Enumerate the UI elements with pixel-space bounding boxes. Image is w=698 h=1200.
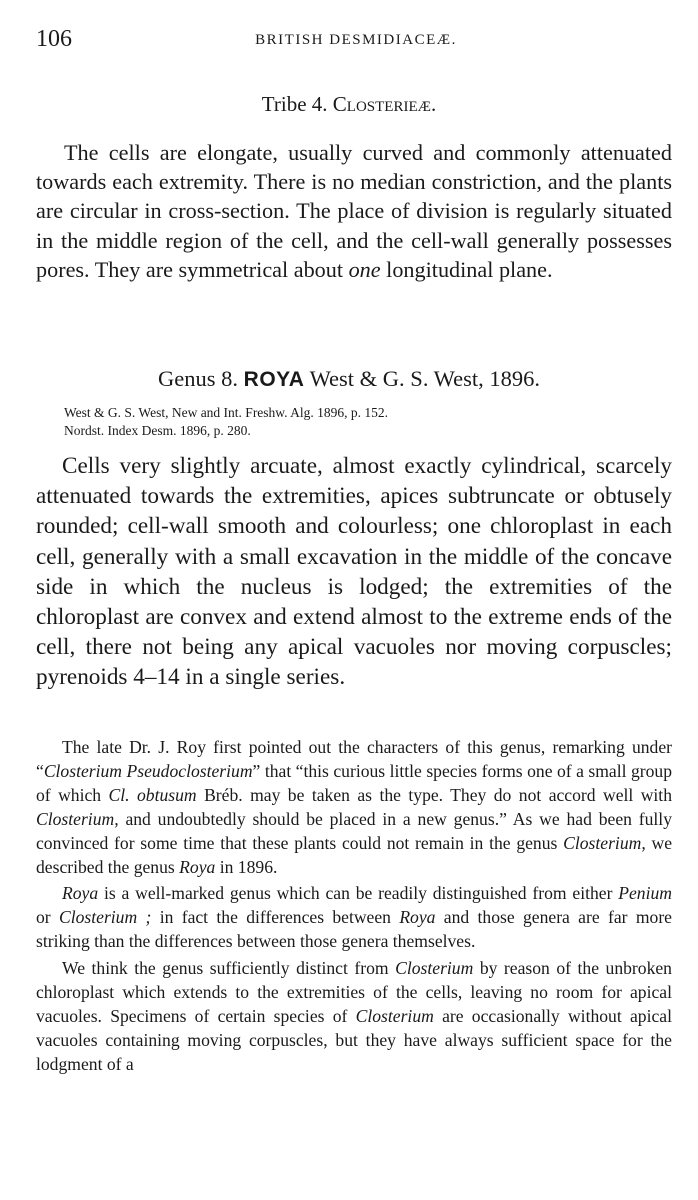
taxon-name: Closterium, <box>36 808 119 829</box>
discussion-text: are occasionally without apical vacuoles containing moving corpuscles, but they have always sufficient space for the lodgment of a <box>36 1005 672 1074</box>
discussion-text: we described the genus <box>36 832 672 877</box>
discussion-text: and those genera are far more striking than the differences between those genera themselves. <box>36 907 672 952</box>
taxon-name: Closterium ; <box>58 907 152 928</box>
page-number: 106 <box>36 26 72 52</box>
tribe-description <box>36 138 672 284</box>
discussion-text: We think the genus sufficiently distinct from <box>62 958 389 979</box>
tribe-description-emphasis: one <box>348 256 381 282</box>
discussion-text: by reason of the unbroken chloroplast which extends to the extremities of the cells, leaving no room for apical vacuoles. Specimens of certain species of <box>36 958 672 1026</box>
discussion-text: in 1896. <box>219 856 278 877</box>
genus-heading <box>0 366 698 392</box>
discussion-text: is a well-marked genus which can be readily distinguished from either <box>103 883 613 904</box>
discussion-text: Bréb. may be taken as the type. They do not accord well with <box>204 784 672 805</box>
reference-line: West & G. S. West, New and Int. Freshw. Alg. 1896, p. 152. <box>64 405 389 420</box>
discussion-paragraph <box>36 736 672 879</box>
taxon-name: Closterium Pseudoclosterium <box>43 760 253 781</box>
discussion-paragraph <box>36 957 672 1077</box>
discussion-text: in fact the differences between <box>159 907 391 928</box>
discussion-paragraph <box>36 882 672 954</box>
genus-authority: West & G. S. West, 1896. <box>309 366 540 391</box>
taxon-name: Penium <box>618 883 672 904</box>
taxon-name: Closterium, <box>563 832 646 853</box>
tribe-description-end: longitudinal plane. <box>386 256 553 282</box>
genus-name: ROYA <box>243 368 305 391</box>
running-title: BRITISH DESMIDIACEÆ. <box>255 32 457 48</box>
discussion-text: and undoubtedly should be placed in a new genus.” As we had been fully convinced for some time that these plants could not remain in the genus <box>36 808 672 853</box>
reference-line: Nordst. Index Desm. 1896, p. 280. <box>64 423 251 438</box>
taxon-name: Cl. obtusum <box>108 784 197 805</box>
tribe-prefix: Tribe 4. <box>261 92 328 116</box>
genus-description: Cells very slightly arcuate, almost exactly cylindrical, scarcely attenuated towards the extremities, apices subtruncate or obtusely rounded; cell-wall smooth and colourless; one chloroplast in each cell, generally with a small excavation in the middle of the concave side in which the nucleus is lodged; the extremities of the chloroplast are convex and extend almost to the extreme ends of the cell, there not being any apical vacuoles nor moving corpuscles; pyrenoids 4–14 in a single series. <box>36 453 672 691</box>
taxon-name: Closterium <box>355 1005 434 1026</box>
genus-discussion <box>36 736 672 1077</box>
discussion-text: or <box>36 907 51 928</box>
taxon-name: Roya <box>179 856 216 877</box>
discussion-text: ” that “this curious little species forms one of a small group of which <box>36 760 672 805</box>
running-head <box>36 26 676 56</box>
genus-prefix: Genus 8. <box>158 366 239 391</box>
tribe-heading <box>0 92 698 117</box>
genus-references <box>64 404 664 440</box>
tribe-name: Closterieæ. <box>332 92 437 116</box>
tribe-description-text: The cells are elongate, usually curved and commonly attenuated towards each extremity. There is no median constriction, and the plants are circular in cross-section. The place of division is regularly situated in the middle region of the cell, and the cell-wall generally possesses pores. They are symmetrical about <box>36 140 672 282</box>
discussion-text: The late Dr. J. Roy first pointed out the characters of this genus, remarking under “ <box>36 737 672 781</box>
taxon-name: Roya <box>399 907 436 928</box>
taxon-name: Closterium <box>395 958 474 979</box>
taxon-name: Roya <box>62 883 99 904</box>
